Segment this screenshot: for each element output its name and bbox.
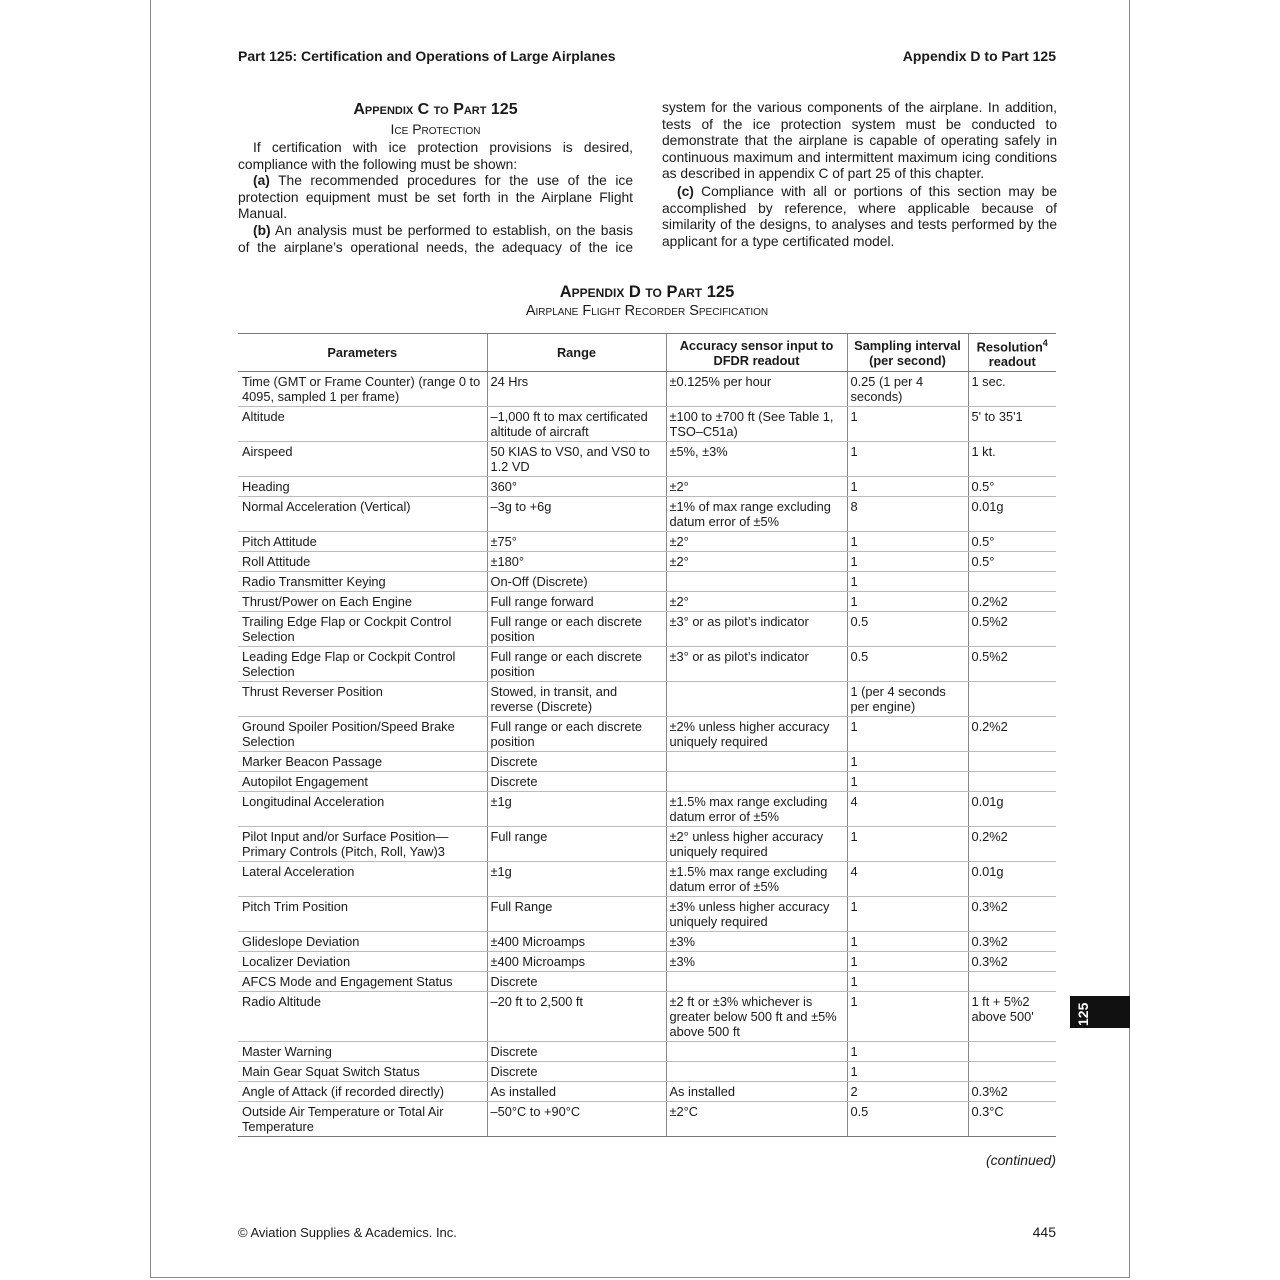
cell-parameter: Pitch Attitude [238,532,487,552]
appendix-d-heading [238,282,1056,322]
para-c-label: (c) [677,184,694,199]
cell-resolution: 0.3%2 [968,1082,1056,1102]
cell-parameter: Leading Edge Flap or Cockpit Control Selection [238,647,487,682]
cell-parameter: Pitch Trim Position [238,897,487,932]
cell-range: Full range forward [487,592,666,612]
cell-accuracy [666,972,847,992]
cell-range: Full range [487,827,666,862]
cell-sampling: 1 [847,952,968,972]
cell-sampling: 1 [847,572,968,592]
cell-resolution: 1 kt. [968,442,1056,477]
cell-accuracy: ±2° [666,552,847,572]
cell-range: ±400 Microamps [487,932,666,952]
cell-resolution: 0.01g [968,497,1056,532]
cell-parameter: Trailing Edge Flap or Cockpit Control Selection [238,612,487,647]
cell-sampling: 1 [847,897,968,932]
cell-accuracy: ±0.125% per hour [666,372,847,407]
cell-sampling: 1 [847,752,968,772]
cell-range: On-Off (Discrete) [487,572,666,592]
appendix-c-para-b-continued [662,101,1057,184]
cell-parameter: Angle of Attack (if recorded directly) [238,1082,487,1102]
cell-accuracy: ±1% of max range excluding datum error of ±5% [666,497,847,532]
table-row [238,972,1056,992]
cell-sampling: 1 [847,1042,968,1062]
cell-accuracy: ±3° or as pilot’s indicator [666,647,847,682]
cell-accuracy: ±3% unless higher accuracy uniquely required [666,897,847,932]
cell-accuracy: ±2°C [666,1102,847,1137]
cell-accuracy: ±3% [666,932,847,952]
header-parameters: Parameters [238,334,487,372]
cell-parameter: Time (GMT or Frame Counter) (range 0 to 4095, sampled 1 per frame) [238,372,487,407]
table-row [238,932,1056,952]
cell-accuracy: ±1.5% max range excluding datum error of ±5% [666,792,847,827]
cell-parameter: Normal Acceleration (Vertical) [238,497,487,532]
cell-parameter: Pilot Input and/or Surface Position— Primary Controls (Pitch, Roll, Yaw)3 [238,827,487,862]
header-resolution-label: Resolution [976,339,1043,355]
cell-sampling: 0.25 (1 per 4 seconds) [847,372,968,407]
cell-accuracy: ±100 to ±700 ft (See Table 1, TSO–C51a) [666,407,847,442]
cell-resolution: 0.2%2 [968,827,1056,862]
cell-range: Discrete [487,1042,666,1062]
cell-range: Discrete [487,752,666,772]
para-a-text: The recommended procedures for the use of the ice protection equipment must be set forth in the Airplane Flight Manual. [238,173,633,222]
cell-sampling: 1 [847,592,968,612]
cell-resolution: 0.5° [968,552,1056,572]
cell-resolution: 0.5%2 [968,647,1056,682]
cell-range: –1,000 ft to max certificated altitude of aircraft [487,407,666,442]
cell-accuracy: ±5%, ±3% [666,442,847,477]
cell-resolution [968,682,1056,717]
cell-sampling: 1 [847,532,968,552]
cell-range: Discrete [487,972,666,992]
cell-range: Discrete [487,772,666,792]
cell-parameter: Altitude [238,407,487,442]
cell-parameter: Heading [238,477,487,497]
cell-resolution [968,1042,1056,1062]
cell-sampling: 0.5 [847,1102,968,1137]
appendix-c-para-c [662,184,1057,250]
table-row [238,1102,1056,1137]
cell-range: Full range or each discrete position [487,647,666,682]
cell-sampling: 1 [847,477,968,497]
cell-resolution [968,572,1056,592]
cell-accuracy [666,752,847,772]
table-row [238,792,1056,827]
cell-sampling: 1 [847,407,968,442]
cell-range: As installed [487,1082,666,1102]
cell-resolution: 0.01g [968,862,1056,897]
cell-sampling: 1 [847,972,968,992]
appendix-c-column-left [238,100,633,256]
running-header-right: Appendix D to Part 125 [902,48,1056,64]
table-row [238,612,1056,647]
cell-range: ±1g [487,862,666,897]
cell-parameter: Master Warning [238,1042,487,1062]
cell-parameter: Ground Spoiler Position/Speed Brake Selection [238,717,487,752]
table-row [238,532,1056,552]
cell-resolution: 0.3%2 [968,952,1056,972]
cell-parameter: Glideslope Deviation [238,932,487,952]
cell-sampling: 4 [847,862,968,897]
cell-accuracy [666,572,847,592]
header-resolution [968,334,1056,372]
cell-range: ±180° [487,552,666,572]
cell-parameter: AFCS Mode and Engagement Status [238,972,487,992]
cell-resolution [968,772,1056,792]
appendix-c-para-b [238,223,633,256]
cell-accuracy: ±2° unless higher accuracy uniquely required [666,827,847,862]
cell-resolution: 0.3%2 [968,897,1056,932]
header-resolution-footnote: 4 [1042,338,1048,348]
table-row [238,372,1056,407]
cell-resolution: 0.3%2 [968,932,1056,952]
table-row [238,407,1056,442]
cell-range: Stowed, in transit, and reverse (Discrete) [487,682,666,717]
table-row [238,682,1056,717]
para-b-text: An analysis must be performed to establish, on the basis of the airplane’s operational needs, the adequacy of the ice [238,222,633,255]
cell-sampling: 1 (per 4 seconds per engine) [847,682,968,717]
cell-parameter: Radio Transmitter Keying [238,572,487,592]
cell-sampling: 1 [847,932,968,952]
table-row [238,992,1056,1042]
cell-accuracy: ±2 ft or ±3% whichever is greater below 500 ft and ±5% above 500 ft [666,992,847,1042]
table-row [238,827,1056,862]
cell-resolution: 0.01g [968,792,1056,827]
para-c-text: Compliance with all or portions of this section may be accomplished by reference, where applicable because of similarity of the designs, to analyses and tests performed by the applicant for a type certificated model. [662,184,1057,249]
cell-range: 50 KIAS to VS0, and VS0 to 1.2 VD [487,442,666,477]
cell-range: –20 ft to 2,500 ft [487,992,666,1042]
cell-range: ±400 Microamps [487,952,666,972]
cell-parameter: Radio Altitude [238,992,487,1042]
footer-copyright: © Aviation Supplies & Academics. Inc. [238,1225,457,1240]
table-row [238,717,1056,752]
part-thumb-tab [1070,996,1130,1028]
cell-sampling: 8 [847,497,968,532]
appendix-c-subtitle: Ice Protection [390,121,481,137]
cell-sampling: 1 [847,442,968,477]
header-range: Range [487,334,666,372]
cell-resolution: 0.3°C [968,1102,1056,1137]
part-tab-label: 125 [1075,1002,1091,1026]
cell-parameter: Airspeed [238,442,487,477]
cell-range: –50°C to +90°C [487,1102,666,1137]
appendix-d-title: Appendix D to Part 125 [559,283,735,301]
table-row [238,552,1056,572]
table-row [238,1042,1056,1062]
header-sampling: Sampling interval (per second) [847,334,968,372]
cell-resolution: 0.5%2 [968,612,1056,647]
cell-range: Full range or each discrete position [487,717,666,752]
table-row [238,477,1056,497]
cell-sampling: 1 [847,827,968,862]
cell-accuracy: As installed [666,1082,847,1102]
cell-resolution: 0.5° [968,477,1056,497]
cell-resolution [968,752,1056,772]
para-b-continuation-text: system for the various components of the airplane. In addition, tests of the ice protection system must be conducted to demonstrate that the airplane is capable of operating safely in continuous maximum and intermittent maximum icing conditions as described in appendix C of part 25 of this chapter. [662,101,1057,182]
cell-range: –3g to +6g [487,497,666,532]
cell-sampling: 1 [847,1062,968,1082]
cell-accuracy: ±1.5% max range excluding datum error of ±5% [666,862,847,897]
cell-range: Full range or each discrete position [487,612,666,647]
cell-parameter: Longitudinal Acceleration [238,792,487,827]
cell-sampling: 2 [847,1082,968,1102]
para-a-label: (a) [253,173,270,189]
table-row [238,647,1056,682]
cell-resolution: 1 sec. [968,372,1056,407]
cell-parameter: Autopilot Engagement [238,772,487,792]
appendix-c-title: Appendix C to Part 125 [353,101,518,118]
cell-accuracy: ±2° [666,477,847,497]
cell-resolution: 0.2%2 [968,592,1056,612]
cell-parameter: Localizer Deviation [238,952,487,972]
cell-accuracy [666,682,847,717]
table-row [238,897,1056,932]
cell-sampling: 0.5 [847,612,968,647]
table-header-row [238,334,1056,372]
running-header-left: Part 125: Certification and Operations of Large Airplanes [238,48,616,64]
cell-accuracy: ±2° [666,592,847,612]
table-row [238,497,1056,532]
cell-resolution [968,1062,1056,1082]
cell-accuracy [666,772,847,792]
cell-resolution [968,972,1056,992]
cell-sampling: 0.5 [847,647,968,682]
cell-parameter: Outside Air Temperature or Total Air Temperature [238,1102,487,1137]
appendix-c-intro: If certification with ice protection provisions is desired, compliance with the following must be shown: [238,140,633,172]
cell-accuracy [666,1062,847,1082]
header-accuracy: Accuracy sensor input to DFDR readout [666,334,847,372]
cell-accuracy [666,1042,847,1062]
table-row [238,1062,1056,1082]
table-row [238,862,1056,897]
cell-range: Discrete [487,1062,666,1082]
cell-range: ±75° [487,532,666,552]
appendix-c-column-right [662,101,1057,250]
cell-parameter: Marker Beacon Passage [238,752,487,772]
cell-parameter: Lateral Acceleration [238,862,487,897]
para-b-label: (b) [253,222,271,238]
cell-range: 24 Hrs [487,372,666,407]
cell-parameter: Thrust/Power on Each Engine [238,592,487,612]
page-number: 445 [1032,1224,1056,1240]
cell-accuracy: ±3% [666,952,847,972]
cell-resolution: 0.2%2 [968,717,1056,752]
cell-sampling: 1 [847,772,968,792]
table-row [238,752,1056,772]
cell-parameter: Thrust Reverser Position [238,682,487,717]
cell-accuracy: ±2% unless higher accuracy uniquely required [666,717,847,752]
cell-accuracy: ±3° or as pilot’s indicator [666,612,847,647]
header-readout-label: readout [988,354,1036,370]
table-row [238,952,1056,972]
cell-accuracy: ±2° [666,532,847,552]
cell-parameter: Main Gear Squat Switch Status [238,1062,487,1082]
table-row [238,442,1056,477]
flight-recorder-table [238,333,1056,1137]
cell-resolution: 5' to 35'1 [968,407,1056,442]
cell-parameter: Roll Attitude [238,552,487,572]
cell-range: 360° [487,477,666,497]
continued-note: (continued) [985,1152,1056,1168]
cell-range: ±1g [487,792,666,827]
appendix-d-subtitle: Airplane Flight Recorder Specification [525,303,769,319]
cell-range: Full Range [487,897,666,932]
table-row [238,572,1056,592]
cell-sampling: 1 [847,717,968,752]
cell-sampling: 1 [847,992,968,1042]
cell-sampling: 1 [847,552,968,572]
appendix-c-para-a [238,173,633,223]
table-row [238,1082,1056,1102]
cell-sampling: 4 [847,792,968,827]
table-row [238,592,1056,612]
cell-resolution: 0.5° [968,532,1056,552]
table-row [238,772,1056,792]
cell-resolution: 1 ft + 5%2 above 500' [968,992,1056,1042]
